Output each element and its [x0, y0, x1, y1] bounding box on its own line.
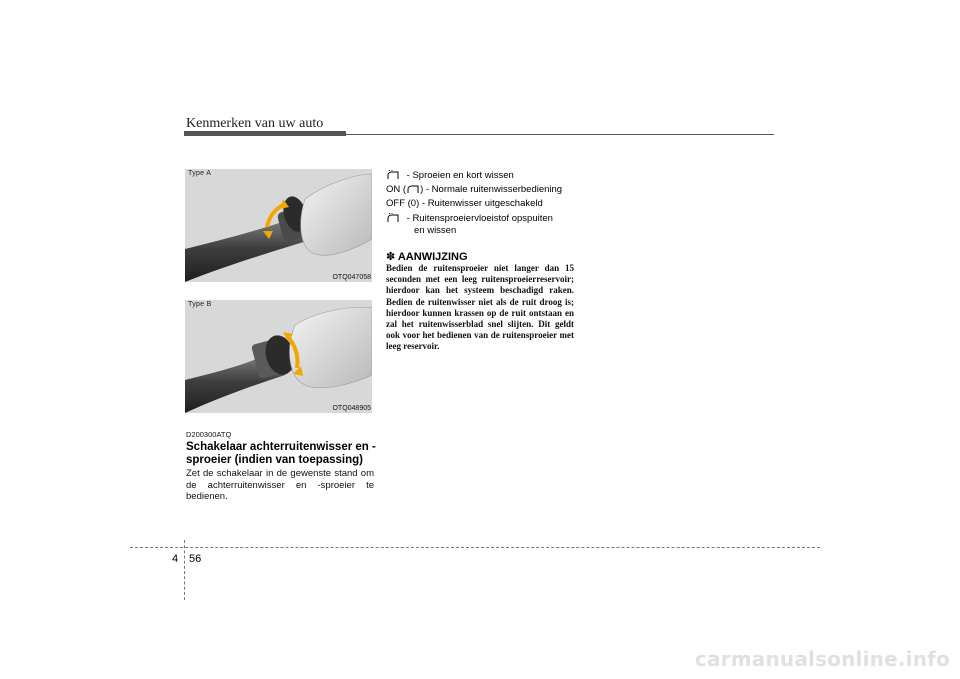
mode-on-prefix: ON ( — [386, 184, 407, 195]
section-code: D200300ATQ — [186, 430, 232, 439]
wiper-icon — [406, 184, 420, 194]
mode-on — [386, 184, 562, 196]
page-header-title: Kenmerken van uw auto — [186, 116, 324, 131]
washer-icon — [386, 170, 400, 180]
mode-washer-fluid-text: - Ruitensproeiervloeistof opspuiten — [406, 213, 553, 224]
header-rule-thick — [184, 131, 346, 136]
section-body: Zet de schakelaar in de gewenste stand om de achterruitenwisser en -sproeier te bedienen. — [186, 468, 374, 502]
wiper-stalk-illustration-a — [185, 169, 372, 282]
figure-type-a — [185, 169, 372, 282]
wiper-stalk-illustration-b — [185, 300, 372, 413]
note-body: Bedien de ruitensproeier niet langer dan 15 seconden met een leeg ruitensproeierreservoir; hierdoor kan het systeem beschadigd raken. Bedien de ruitenwisser niet als de ruit droog is; hierdoor kunnen krassen op de ruit ontstaan en zal het ruitenwisserblad snel slijten. Dit geldt ook voor het bedienen van de ruitensproeier met leeg reservoir. — [386, 263, 574, 352]
footer-vertical-dashed-rule — [184, 540, 185, 600]
washer-fluid-icon — [386, 213, 400, 223]
watermark: carmanualsonline.info — [694, 647, 950, 671]
mode-washer-fluid — [386, 213, 553, 225]
mode-spray-short-wipe-text: - Sproeien en kort wissen — [406, 170, 514, 181]
figure-label-b: Type B — [188, 301, 212, 308]
footer-dashed-rule — [130, 547, 820, 548]
mode-off: OFF (0) - Ruitenwisser uitgeschakeld — [386, 198, 543, 209]
figure-code-a: OTQ047058 — [332, 274, 371, 281]
header-rule-thin — [346, 134, 774, 135]
mode-on-suffix: ) - Normale ruitenwisserbediening — [420, 184, 563, 195]
note-heading: ✽ AANWIJZING — [386, 251, 468, 263]
footer-chapter-number: 4 — [172, 553, 179, 565]
section-title: Schakelaar achterruitenwisser en -sproeier (indien van toepassing) — [186, 441, 376, 466]
mode-washer-fluid-text-cont: en wissen — [414, 225, 457, 236]
footer-page-number: 56 — [189, 553, 202, 565]
figure-label-a: Type A — [188, 170, 212, 177]
figure-code-b: OTQ048905 — [332, 405, 371, 412]
figure-type-b — [185, 300, 372, 413]
mode-spray-short-wipe — [386, 170, 514, 182]
